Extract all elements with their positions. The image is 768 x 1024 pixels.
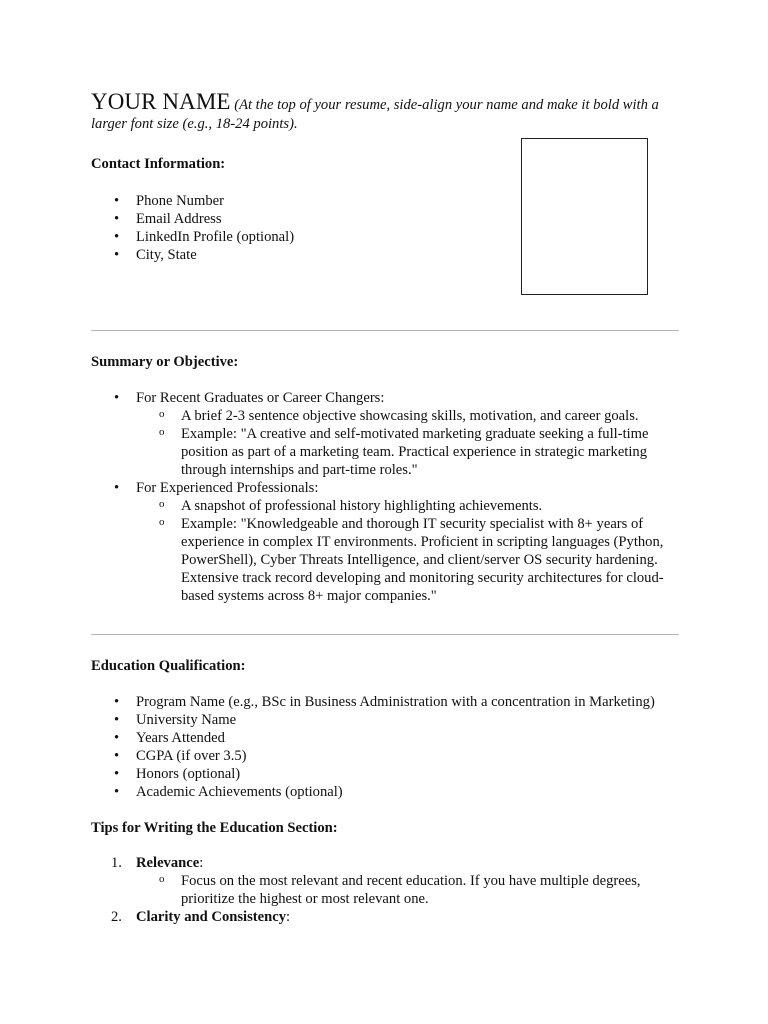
summary-group-label: For Experienced Professionals: xyxy=(136,480,319,496)
summary-sublist xyxy=(136,407,681,479)
tips-subitem: o Focus on the most relevant and recent education. If you have multiple degrees, prioritize the highest or most relevant one. xyxy=(136,872,681,908)
resume-name: YOUR NAME xyxy=(91,89,231,114)
tips-item xyxy=(91,908,681,926)
tips-item-title: Clarity and Consistency xyxy=(136,909,286,925)
education-item: • University Name xyxy=(91,711,681,729)
photo-placeholder xyxy=(521,138,648,295)
tips-list xyxy=(91,854,681,926)
summary-subitem: o Example: "A creative and self-motivated marketing graduate seeking a full-time position as part of a marketing team. Practical experience in strategic marketing through internships and part-time roles." xyxy=(136,425,681,479)
tips-item-title: Relevance xyxy=(136,855,200,871)
education-heading: Education Qualification: xyxy=(91,658,246,674)
contact-item: • LinkedIn Profile (optional) xyxy=(91,228,681,246)
tips-item xyxy=(91,854,681,908)
tips-item-suffix: : xyxy=(199,855,204,871)
contact-item: • Phone Number xyxy=(91,192,681,210)
tips-sublist xyxy=(136,872,681,908)
education-item: • CGPA (if over 3.5) xyxy=(91,747,681,765)
summary-subitem: o A snapshot of professional history highlighting achievements. xyxy=(136,497,681,515)
summary-group xyxy=(91,389,681,479)
summary-subitem: o Example: "Knowledgeable and thorough IT security specialist with 8+ years of experience in complex IT environments. Proficient in scripting languages (Python, PowerShell), Cyber Threats Intelligence, and client/server OS security hardening. Extensive track record developing and monitoring security architectures for cloud-based systems across 8+ major companies." xyxy=(136,515,681,605)
summary-subitem: o A brief 2-3 sentence objective showcasing skills, motivation, and career goals. xyxy=(136,407,681,425)
summary-group xyxy=(91,479,681,605)
education-list xyxy=(91,693,681,801)
tips-item-number: 1. xyxy=(111,855,122,871)
tips-heading: Tips for Writing the Education Section: xyxy=(91,820,338,836)
tips-item-number: 2. xyxy=(111,909,122,925)
contact-item: • Email Address xyxy=(91,210,681,228)
name-line xyxy=(91,89,681,134)
education-item: • Academic Achievements (optional) xyxy=(91,783,681,801)
summary-list xyxy=(91,389,681,605)
summary-heading: Summary or Objective: xyxy=(91,354,239,370)
section-divider xyxy=(91,634,679,635)
education-item: • Program Name (e.g., BSc in Business Administration with a concentration in Marketing) xyxy=(91,693,681,711)
section-divider xyxy=(91,330,679,331)
education-item: • Years Attended xyxy=(91,729,681,747)
tips-item-suffix: : xyxy=(286,909,291,925)
summary-sublist xyxy=(136,497,681,605)
contact-heading: Contact Information: xyxy=(91,156,226,172)
contact-item: • City, State xyxy=(91,246,681,264)
education-item: • Honors (optional) xyxy=(91,765,681,783)
summary-group-label: For Recent Graduates or Career Changers: xyxy=(136,390,385,406)
name-instruction-note: (At the top of your resume, side-align your name and make it bold with a larger font size (e.g., 18-24 points). xyxy=(91,97,659,132)
